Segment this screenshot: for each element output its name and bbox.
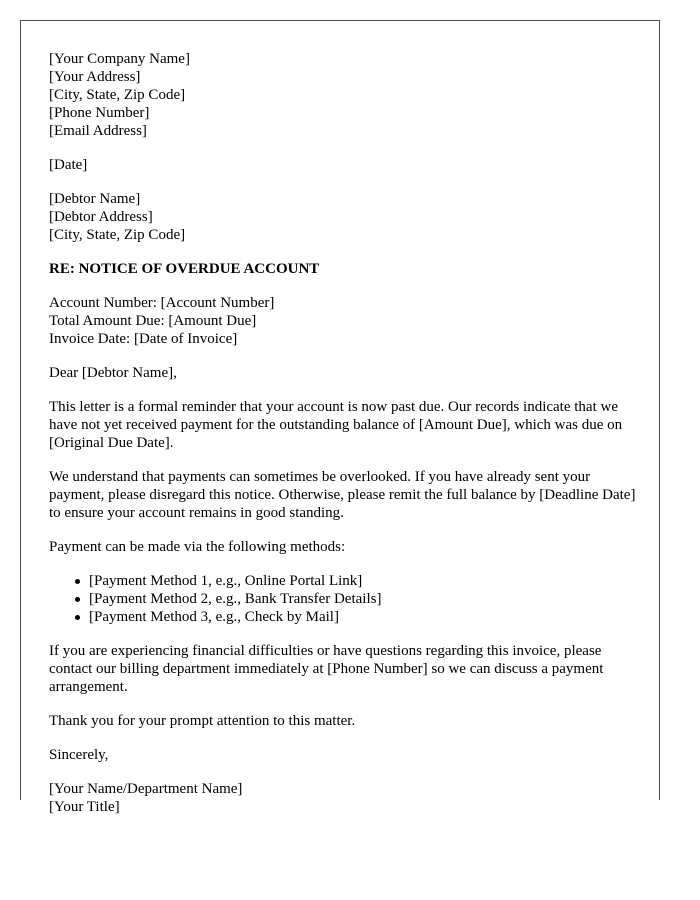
thanks-paragraph: Thank you for your prompt attention to this matter. <box>49 713 356 729</box>
letter-date: [Date] <box>49 157 88 173</box>
sender-phone: [Phone Number] <box>49 105 150 121</box>
payment-method-item: [Payment Method 3, e.g., Check by Mail] <box>89 608 639 626</box>
sender-block <box>49 50 639 140</box>
recipient-city-state-zip: [City, State, Zip Code] <box>49 227 186 243</box>
signature-title: [Your Title] <box>49 799 120 815</box>
payment-method-item: [Payment Method 2, e.g., Bank Transfer Details] <box>89 590 639 608</box>
total-amount-due: Total Amount Due: [Amount Due] <box>49 313 257 329</box>
invoice-date: Invoice Date: [Date of Invoice] <box>49 331 238 347</box>
closing: Sincerely, <box>49 747 109 763</box>
date-block <box>49 156 639 174</box>
difficulties-paragraph: If you are experiencing financial difficulties or have questions regarding this invoice, please contact our billing department immediately at [Phone Number] so we can discuss a payment arrangement. <box>49 643 604 695</box>
salutation: Dear [Debtor Name], <box>49 365 177 381</box>
sender-address: [Your Address] <box>49 69 141 85</box>
sender-email: [Email Address] <box>49 123 147 139</box>
methods-intro-paragraph: Payment can be made via the following methods: <box>49 539 346 555</box>
recipient-block <box>49 190 639 244</box>
signature-block <box>49 780 639 816</box>
signature-name-department: [Your Name/Department Name] <box>49 781 243 797</box>
letter-page <box>20 20 660 815</box>
reminder-paragraph: This letter is a formal reminder that your account is now past due. Our records indicate that we have not yet received payment for the outstanding balance of [Amount Due], which was due on [Original Due Date]. <box>49 399 623 451</box>
payment-methods-list <box>49 572 639 626</box>
account-info-block <box>49 294 639 348</box>
recipient-name: [Debtor Name] <box>49 191 141 207</box>
sender-city-state-zip: [City, State, Zip Code] <box>49 87 186 103</box>
recipient-address: [Debtor Address] <box>49 209 153 225</box>
understanding-paragraph: We understand that payments can sometimes be overlooked. If you have already sent your payment, please disregard this notice. Otherwise, please remit the full balance by [Deadline Date] to ensure your account remains in good standing. <box>49 469 636 521</box>
account-number: Account Number: [Account Number] <box>49 295 275 311</box>
sender-company: [Your Company Name] <box>49 51 190 67</box>
subject-line: RE: NOTICE OF OVERDUE ACCOUNT <box>49 261 320 277</box>
letter-content <box>49 50 639 832</box>
payment-method-item: [Payment Method 1, e.g., Online Portal Link] <box>89 572 639 590</box>
